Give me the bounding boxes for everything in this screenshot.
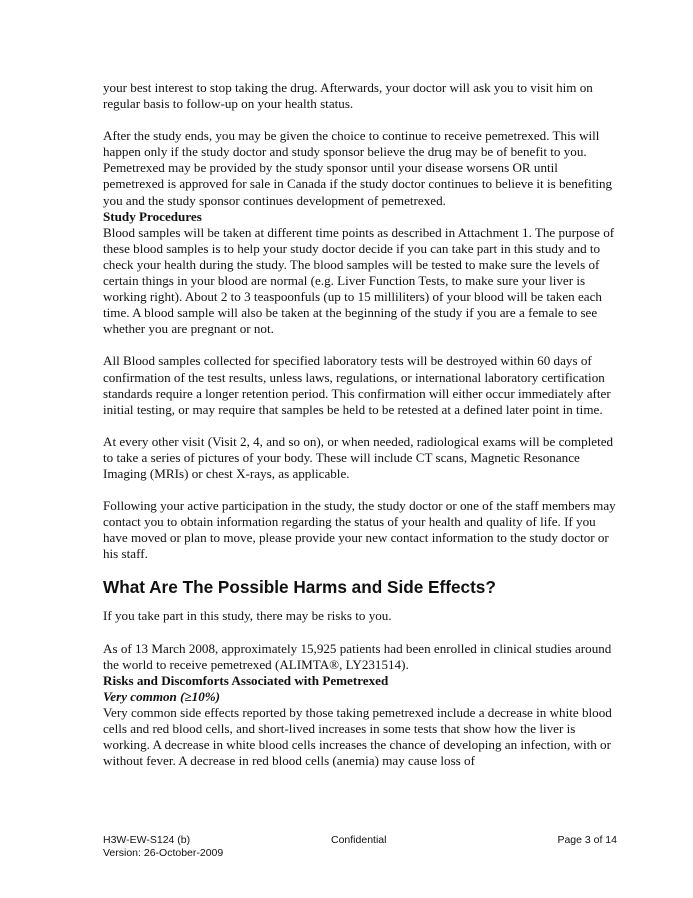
harms-section-heading: What Are The Possible Harms and Side Effects?	[103, 577, 496, 598]
paragraph-after-study: After the study ends, you may be given the choice to continue to receive pemetrexed. This will happen only if the study doctor and study sponsor believe the drug may be of benefit to you. Pemetrexed may be provided by the study sponsor until your disease worsens OR until pemetrexed is approved for sale in Canada if the study doctor continues to believe it is benefiting you and the study sponsor continues development of pemetrexed.	[103, 128, 613, 208]
study-procedures-heading: Study Procedures	[103, 208, 202, 224]
very-common-heading: Very common (≥10%)	[103, 688, 221, 704]
footer-left	[103, 834, 283, 860]
paragraph-very-common-effects: Very common side effects reported by those taking pemetrexed include a decrease in white blood cells and red blood cells, and short-lived increases in some tests that show how the liver is working. A decrease in white blood cells increases the chance of developing an infection, with or without fever. A decrease in red blood cells (anemia) may cause loss of	[103, 704, 612, 769]
paragraph-follow-up-contact: Following your active participation in the study, the study doctor or one of the staff members may contact you to obtain information regarding the status of your health and quality of life. If you have moved or plan to move, please provide your new contact information to the study doctor or his staff.	[103, 498, 616, 562]
document-page	[103, 80, 617, 769]
paragraph-sample-destruction: All Blood samples collected for specified laboratory tests will be destroyed within 60 days of confirmation of the test results, unless laws, regulations, or international laboratory certification standards require a longer retention period. This confirmation will either occur immediately after initial testing, or may require that samples be held to be retested at a defined later point in time.	[103, 353, 611, 417]
paragraph-radiological-exams: At every other visit (Visit 2, 4, and so on), or when needed, radiological exams will be completed to take a series of pictures of your body. These will include CT scans, Magnetic Resonance Imaging (MRIs) or chest X-rays, as applicable.	[103, 433, 614, 481]
paragraph-blood-samples: Blood samples will be taken at different time points as described in Attachment 1. The purpose of these blood samples is to help your study doctor decide if you can take part in this study and to check your health during the study. The blood samples will be tested to make sure the levels of certain things in your blood are normal (e.g. Liver Function Tests, to make sure your liver is working right). About 2 to 3 teaspoonfuls (up to 15 milliliters) of your blood will be taken each time. A blood sample will also be taken at the beginning of the study if you are a female to see whether you are pregnant or not.	[103, 224, 615, 337]
protocol-number: H3W-EW-S124 (b)	[103, 834, 191, 846]
risks-heading: Risks and Discomforts Associated with Pemetrexed	[103, 672, 389, 688]
paragraph-stop-drug: your best interest to stop taking the drug. Afterwards, your doctor will ask you to visit him on regular basis to follow-up on your health status.	[103, 80, 593, 112]
confidential-label: Confidential	[331, 834, 387, 846]
page-number: Page 3 of 14	[557, 834, 617, 846]
footer-center	[331, 834, 451, 847]
paragraph-risks-intro: If you take part in this study, there may be risks to you.	[103, 608, 392, 624]
paragraph-enrollment: As of 13 March 2008, approximately 15,925 patients had been enrolled in clinical studies around the world to receive pemetrexed (ALIMTA®, LY231514).	[103, 640, 612, 672]
version-date: Version: 26-October-2009	[103, 847, 224, 859]
footer-right	[497, 834, 617, 847]
